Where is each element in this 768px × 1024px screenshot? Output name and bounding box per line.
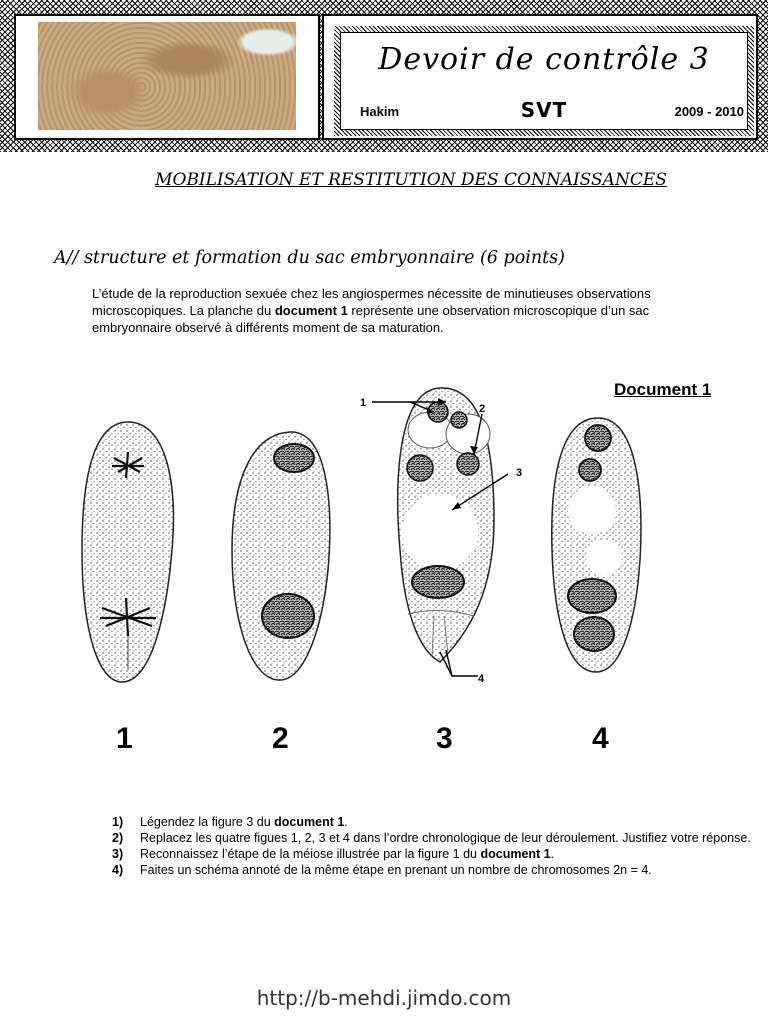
figure-number-4: 4 — [592, 722, 609, 755]
embryo-sac-1 — [82, 422, 173, 682]
question-item: 1) Légendez la figure 3 du document 1. — [112, 815, 348, 829]
question-list — [112, 814, 752, 878]
question-item: 4) Faites un schéma annoté de la même étape en prenant un nombre de chromosomes 2n = 4. — [112, 863, 652, 877]
figure-number-2: 2 — [272, 722, 289, 755]
subject-label: SVT — [520, 98, 568, 122]
embryo-sac-figure — [0, 370, 768, 710]
photo-frame — [14, 14, 320, 140]
question-item: 3) Reconnaissez l’étape de la méiose illustrée par la figure 1 du document 1. — [112, 847, 555, 861]
intro-doc-ref: document 1 — [274, 303, 348, 318]
title-inner-border — [334, 26, 754, 136]
embryo-sac-2 — [232, 432, 330, 680]
header-pattern-band — [0, 0, 768, 152]
embryo-sac-3 — [360, 388, 522, 685]
author-name: Hakim — [360, 104, 400, 119]
figure-number-3: 3 — [436, 722, 453, 755]
intro-paragraph: L’étude de la reproduction sexuée chez les angiospermes nécessite de minutieuses observations microscopiques. La planche du document 1 représente une observation microscopique d’un sac embryonnaire observé à différents moment de sa maturation. — [92, 286, 651, 335]
title-box — [322, 14, 758, 140]
nucleus-bottom — [262, 594, 314, 638]
document-label: Document 1 — [614, 380, 712, 399]
annotation-label-2: 2 — [479, 403, 486, 415]
page-title: Devoir de contrôle 3 — [378, 42, 710, 77]
question-item: 2) Replacez les quatre figues 1, 2, 3 et 4 dans l’ordre chronologique de leur déroulement. Justifiez votre réponse. — [112, 831, 751, 845]
micrograph-image — [38, 22, 296, 130]
footer-url[interactable]: http://b-mehdi.jimdo.com — [256, 986, 512, 1010]
figure-number-1: 1 — [116, 722, 133, 755]
annotation-label-3: 3 — [516, 467, 523, 479]
part-heading: A// structure et formation du sac embryonnaire (6 points) — [54, 248, 565, 268]
annotation-label-4: 4 — [478, 673, 485, 685]
annotation-label-1: 1 — [360, 397, 367, 409]
school-year: 2009 - 2010 — [674, 104, 744, 119]
section-heading: MOBILISATION ET RESTITUTION DES CONNAISSANCES — [155, 170, 667, 190]
embryo-sac-4 — [552, 418, 641, 672]
nucleus-top — [274, 444, 314, 472]
central-vacuole — [402, 494, 478, 570]
